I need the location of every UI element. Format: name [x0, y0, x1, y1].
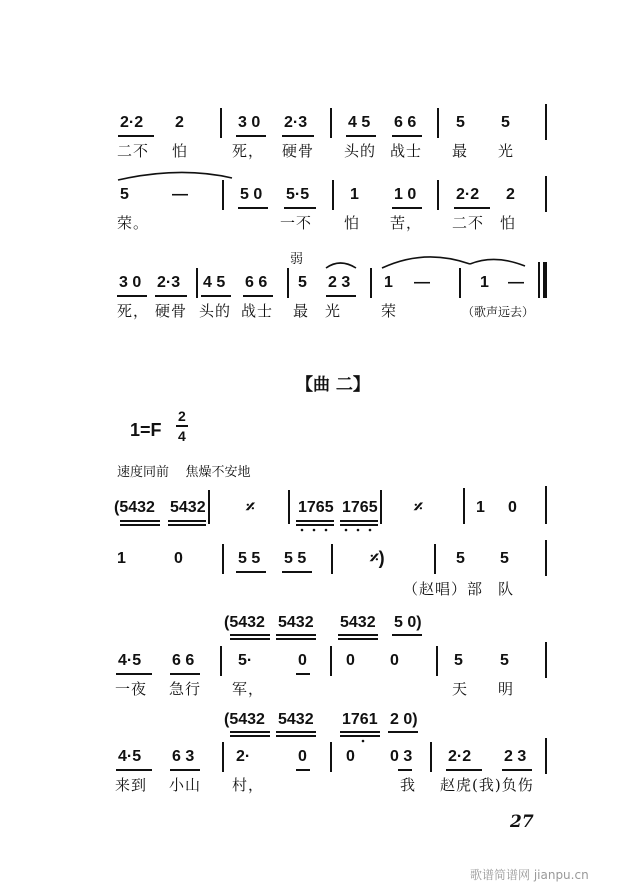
note: 5: [298, 274, 307, 291]
lyric: 荣。: [117, 214, 150, 232]
note: 0: [346, 748, 355, 765]
watermark: 歌谱简谱网 jianpu.cn: [470, 868, 589, 882]
lyric: 头的: [344, 142, 377, 160]
note: 1: [350, 186, 359, 203]
lyric: 二不: [117, 142, 150, 160]
note: 6 6: [172, 652, 195, 669]
note: 6 6: [245, 274, 268, 291]
note: 5: [501, 114, 510, 131]
note: 0: [298, 652, 307, 669]
lyric: 战士: [390, 142, 423, 160]
note: 2·2: [120, 114, 144, 131]
lyric: 硬骨: [155, 302, 188, 320]
note: 1: [117, 550, 126, 567]
note: 3 0: [238, 114, 261, 131]
lyric: 苦，: [390, 214, 423, 232]
lyric: 最: [293, 302, 310, 320]
note: 1 0: [394, 186, 417, 203]
low-octave-dot: [301, 529, 304, 532]
slur: [326, 263, 356, 268]
lyric: 赵虎(我)负伤: [440, 776, 534, 794]
accompaniment-note: 5 0): [394, 614, 422, 631]
lyric: 硬骨: [282, 142, 315, 160]
lyric: 怕: [172, 142, 189, 160]
note: —: [172, 186, 188, 203]
note: 4·5: [118, 652, 142, 669]
note: 2: [506, 186, 515, 203]
lyric: 急行: [169, 680, 202, 698]
note: 5·: [238, 652, 253, 669]
time-denominator: 4: [178, 428, 186, 444]
lyric: （赵唱）部: [403, 580, 484, 598]
accompaniment-note: (5432: [224, 614, 265, 631]
lyric: 死，: [232, 142, 265, 160]
time-numerator: 2: [178, 408, 186, 424]
note: 5: [500, 550, 509, 567]
note: 4 5: [348, 114, 371, 131]
lyric: 军，: [232, 680, 265, 698]
note: 2·: [236, 748, 251, 765]
lyric: 来到: [115, 776, 148, 794]
accompaniment-note: (5432: [224, 711, 265, 728]
note: 5: [456, 550, 465, 567]
accompaniment-note: 1761: [342, 711, 378, 728]
lyric: 怕: [344, 214, 361, 232]
note: —: [508, 274, 524, 291]
lyric: 我: [400, 776, 417, 794]
lyric: 光: [325, 302, 342, 320]
note: 5 0: [240, 186, 263, 203]
key-prefix: 1=F: [130, 420, 162, 440]
accompaniment-note: 5432: [340, 614, 376, 631]
lyric: 战士: [241, 302, 274, 320]
lyric: 光: [498, 142, 515, 160]
lyric: 天: [452, 680, 469, 698]
accompaniment-note: 5432: [278, 614, 314, 631]
note: 2·2: [448, 748, 472, 765]
note: 0: [298, 748, 307, 765]
note: 0 3: [390, 748, 413, 765]
performance-remark: （歌声远去）: [462, 305, 535, 319]
low-octave-dot: [313, 529, 316, 532]
tie-slur: [382, 257, 470, 268]
note: 1: [476, 499, 485, 516]
note: 1765: [342, 499, 378, 516]
note: 1765: [298, 499, 334, 516]
note: 5·5: [286, 186, 310, 203]
section-title: 【曲 二】: [296, 375, 370, 395]
note: 5 5: [284, 550, 307, 567]
lyric: 小山: [169, 776, 202, 794]
lyric: 死，: [117, 302, 150, 320]
lyric: 荣: [381, 302, 398, 320]
note: 0: [346, 652, 355, 669]
note: 2: [175, 114, 184, 131]
lyric: 二不: [452, 214, 485, 232]
repeat-measure-sign: 𝄎: [246, 497, 255, 517]
note: 2·2: [456, 186, 480, 203]
note: 2·3: [284, 114, 308, 131]
note: 0: [390, 652, 399, 669]
low-octave-dot: [325, 529, 328, 532]
low-octave-dot: [362, 740, 365, 743]
tie-slur: [470, 259, 525, 266]
note: 5: [456, 114, 465, 131]
page-number: 27: [510, 812, 534, 832]
note: 1: [384, 274, 393, 291]
lyric: 一夜: [115, 680, 148, 698]
tie-slur: [118, 172, 232, 180]
note: 5: [454, 652, 463, 669]
note: 4 5: [203, 274, 226, 291]
repeat-measure-sign: 𝄎): [370, 548, 385, 568]
low-octave-dot: [345, 529, 348, 532]
note: 2 3: [504, 748, 527, 765]
note: 5432: [170, 499, 206, 516]
note: 2·3: [157, 274, 181, 291]
note: 3 0: [119, 274, 142, 291]
note: —: [414, 274, 430, 291]
note: (5432: [114, 499, 155, 516]
lyric: 村，: [232, 776, 265, 794]
note: 0: [508, 499, 517, 516]
note: 0: [174, 550, 183, 567]
note: 5: [120, 186, 129, 203]
dynamic-marking: 弱: [290, 252, 304, 267]
lyric: 头的: [199, 302, 232, 320]
note: 5: [500, 652, 509, 669]
low-octave-dot: [369, 529, 372, 532]
note: 1: [480, 274, 489, 291]
note: 6 6: [394, 114, 417, 131]
note: 6 3: [172, 748, 195, 765]
lyric: 最: [452, 142, 469, 160]
accompaniment-note: 2 0): [390, 711, 418, 728]
note: 4·5: [118, 748, 142, 765]
lyric: 队: [498, 580, 515, 598]
note: 2 3: [328, 274, 351, 291]
lyric: 一不: [280, 214, 313, 232]
accompaniment-note: 5432: [278, 711, 314, 728]
lyric: 明: [498, 680, 515, 698]
low-octave-dot: [357, 529, 360, 532]
lyric: 怕: [500, 214, 517, 232]
note: 5 5: [238, 550, 261, 567]
tempo-marking: 速度同前 焦燥不安地: [117, 465, 251, 480]
repeat-measure-sign: 𝄎: [414, 497, 423, 517]
